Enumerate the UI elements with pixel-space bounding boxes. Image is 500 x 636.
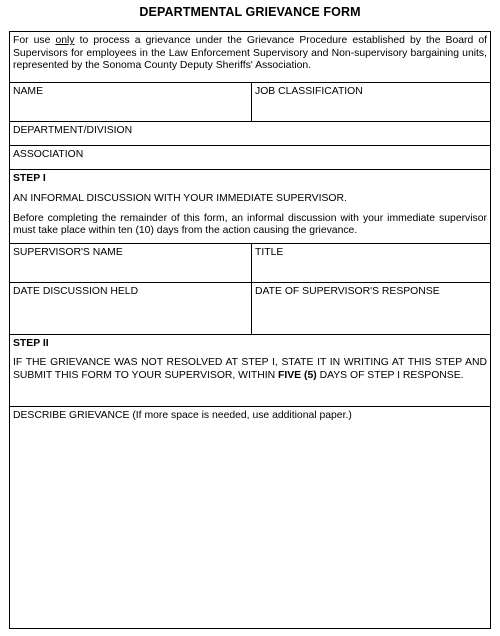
- date-response-field[interactable]: [252, 283, 490, 334]
- step2-text-part2: DAYS OF STEP I RESPONSE.: [316, 369, 464, 381]
- department-row: [10, 122, 490, 146]
- step1-row: [10, 170, 490, 244]
- step2-text-bold: FIVE (5): [278, 369, 317, 381]
- job-classification-label: JOB CLASSIFICATION: [255, 86, 363, 97]
- date-response-label: DATE OF SUPERVISOR'S RESPONSE: [255, 286, 440, 297]
- supervisor-name-field[interactable]: [10, 244, 252, 282]
- title-field[interactable]: [252, 244, 490, 282]
- dates-row: [10, 283, 490, 335]
- name-label: NAME: [13, 86, 44, 97]
- name-field[interactable]: [10, 83, 252, 121]
- date-discussion-label: DATE DISCUSSION HELD: [13, 286, 139, 297]
- association-label: ASSOCIATION: [13, 149, 84, 160]
- step2-row: [10, 335, 490, 407]
- step2-text: [13, 357, 487, 382]
- intro-cell: [10, 32, 490, 82]
- supervisor-name-label: SUPERVISOR'S NAME: [13, 247, 123, 258]
- grievance-form: [9, 31, 491, 629]
- date-discussion-field[interactable]: [10, 283, 252, 334]
- step1-line1: AN INFORMAL DISCUSSION WITH YOUR IMMEDIATE SUPERVISOR.: [13, 193, 347, 204]
- department-label: DEPARTMENT/DIVISION: [13, 125, 133, 136]
- step1-heading: STEP I: [13, 173, 46, 184]
- describe-grievance-field[interactable]: [10, 407, 490, 628]
- intro-part1: For use: [13, 35, 56, 46]
- step2-cell: [10, 335, 490, 406]
- intro-underlined: only: [55, 35, 75, 46]
- title-label: TITLE: [255, 247, 284, 258]
- form-title: DEPARTMENTAL GRIEVANCE FORM: [139, 5, 361, 19]
- intro-part2: to process a grievance under the Grievance Procedure established by the Board of Supervisors for employees in the Law Enforcement Supervisory and Non-supervisory bargaining units, represented by the Sonoma County Deputy Sheriffs' Association.: [13, 35, 487, 71]
- describe-grievance-label: DESCRIBE GRIEVANCE (If more space is needed, use additional paper.): [13, 410, 352, 421]
- step2-text-part1: IF THE GRIEVANCE WAS NOT RESOLVED AT STEP I, STATE IT IN WRITING AT THIS STEP AND SUBMIT THIS FORM TO YOUR SUPERVISOR, WITHIN: [13, 357, 487, 381]
- association-row: [10, 146, 490, 170]
- step1-cell: [10, 170, 490, 243]
- supervisor-row: [10, 244, 490, 283]
- name-row: [10, 83, 490, 122]
- association-field[interactable]: [10, 146, 490, 169]
- department-field[interactable]: [10, 122, 490, 145]
- describe-grievance-row: [10, 407, 490, 628]
- intro-text: [13, 35, 487, 73]
- step1-line2: Before completing the remainder of this form, an informal discussion with your immediate supervisor must take place within ten (10) days from the action causing the grievance.: [13, 212, 487, 236]
- intro-row: [10, 32, 490, 83]
- job-classification-field[interactable]: [252, 83, 490, 121]
- step2-heading: STEP II: [13, 338, 49, 349]
